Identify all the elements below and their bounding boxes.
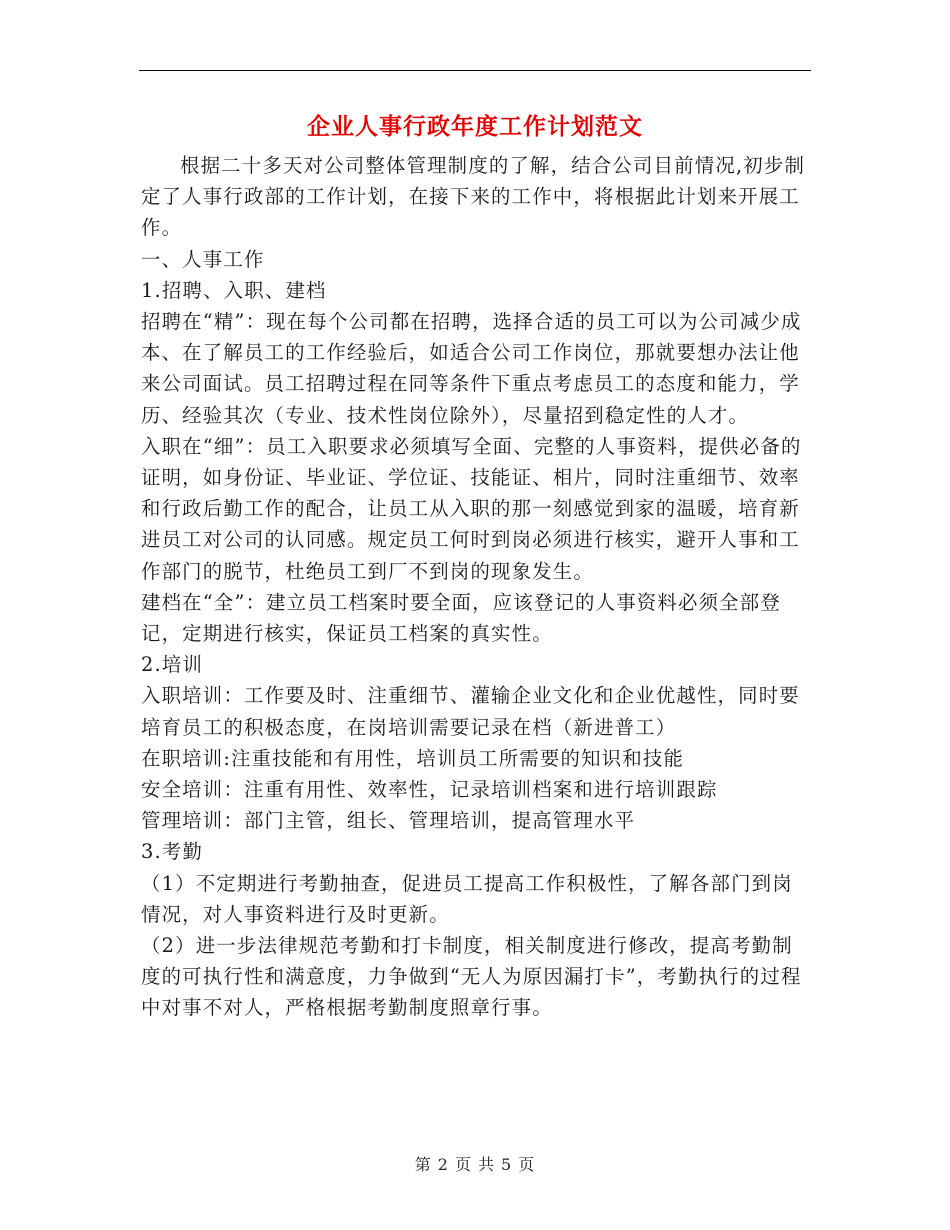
header-rule xyxy=(139,70,811,71)
training-management-line: 管理培训：部门主管，组长、管理培训，提高管理水平 xyxy=(141,809,636,833)
subheading-attendance: 3.考勤 xyxy=(141,840,204,864)
footer-suffix: 页 xyxy=(518,1155,536,1174)
archive-paragraph: 建档在“全”：建立员工档案时要全面，应该登记的人事资料必须全部登记，定期进行核实，保证员工档案的真实性。 xyxy=(141,590,781,646)
footer-page-word: 页 xyxy=(454,1155,472,1174)
footer-page-number: 2 xyxy=(437,1155,449,1174)
recruitment-paragraph: 招聘在“精”：现在每个公司都在招聘，选择合适的员工可以为公司减少成本、在了解员工的工作经验后，如适合公司工作岗位，那就要想办法让他来公司面试。员工招聘过程在同等条件下重点考虑员工的态度和能力，学历、经验其次（专业、技术性岗位除外），尽量招到稳定性的人才。 xyxy=(141,310,802,427)
attendance-item-1: （1）不定期进行考勤抽查，促进员工提高工作积极性，了解各部门到岗情况，对人事资料进行及时更新。 xyxy=(141,871,793,926)
attendance-item-2: （2）进一步法律规范考勤和打卡制度，相关制度进行修改，提高考勤制度的可执行性和满意度，力争做到“无人为原因漏打卡”，考勤执行的过程中对事不对人，严格根据考勤制度照章行事。 xyxy=(141,934,802,1020)
page-footer xyxy=(0,1152,950,1175)
training-inservice-line: 在职培训:注重技能和有用性，培训员工所需要的知识和技能 xyxy=(141,746,685,770)
page-title: 企业人事行政年度工作计划范文 xyxy=(307,113,643,140)
footer-total-prefix: 共 xyxy=(478,1155,496,1174)
section-heading-personnel: 一、人事工作 xyxy=(141,247,265,271)
training-safety-line: 安全培训：注重有用性、效率性，记录培训档案和进行培训跟踪 xyxy=(141,778,718,802)
onboarding-paragraph: 入职在“细”：员工入职要求必须填写全面、完整的人事资料，提供必备的证明，如身份证、毕业证、学位证、技能证、相片，同时注重细节、效率和行政后勤工作的配合，让员工从入职的那一刻感觉到家的温暖，培育新进员工对公司的认同感。规定员工何时到岗必须进行核实，避开人事和工作部门的脱节，杜绝员工到厂不到岗的现象发生。 xyxy=(141,434,802,583)
intro-paragraph: 根据二十多天对公司整体管理制度的了解，结合公司目前情况,初步制定了人事行政部的工作计划，在接下来的工作中，将根据此计划来开展工作。 xyxy=(141,154,806,240)
footer-prefix: 第 xyxy=(414,1155,432,1174)
training-onboard-paragraph: 入职培训：工作要及时、注重细节、灌输企业文化和企业优越性，同时要培育员工的积极态度，在岗培训需要记录在档（新进普工） xyxy=(141,684,800,739)
subheading-recruitment: 1.招聘、入职、建档 xyxy=(141,278,327,302)
footer-total-pages: 5 xyxy=(501,1155,513,1174)
subheading-training: 2.培训 xyxy=(141,653,204,677)
document-body xyxy=(141,150,809,1024)
